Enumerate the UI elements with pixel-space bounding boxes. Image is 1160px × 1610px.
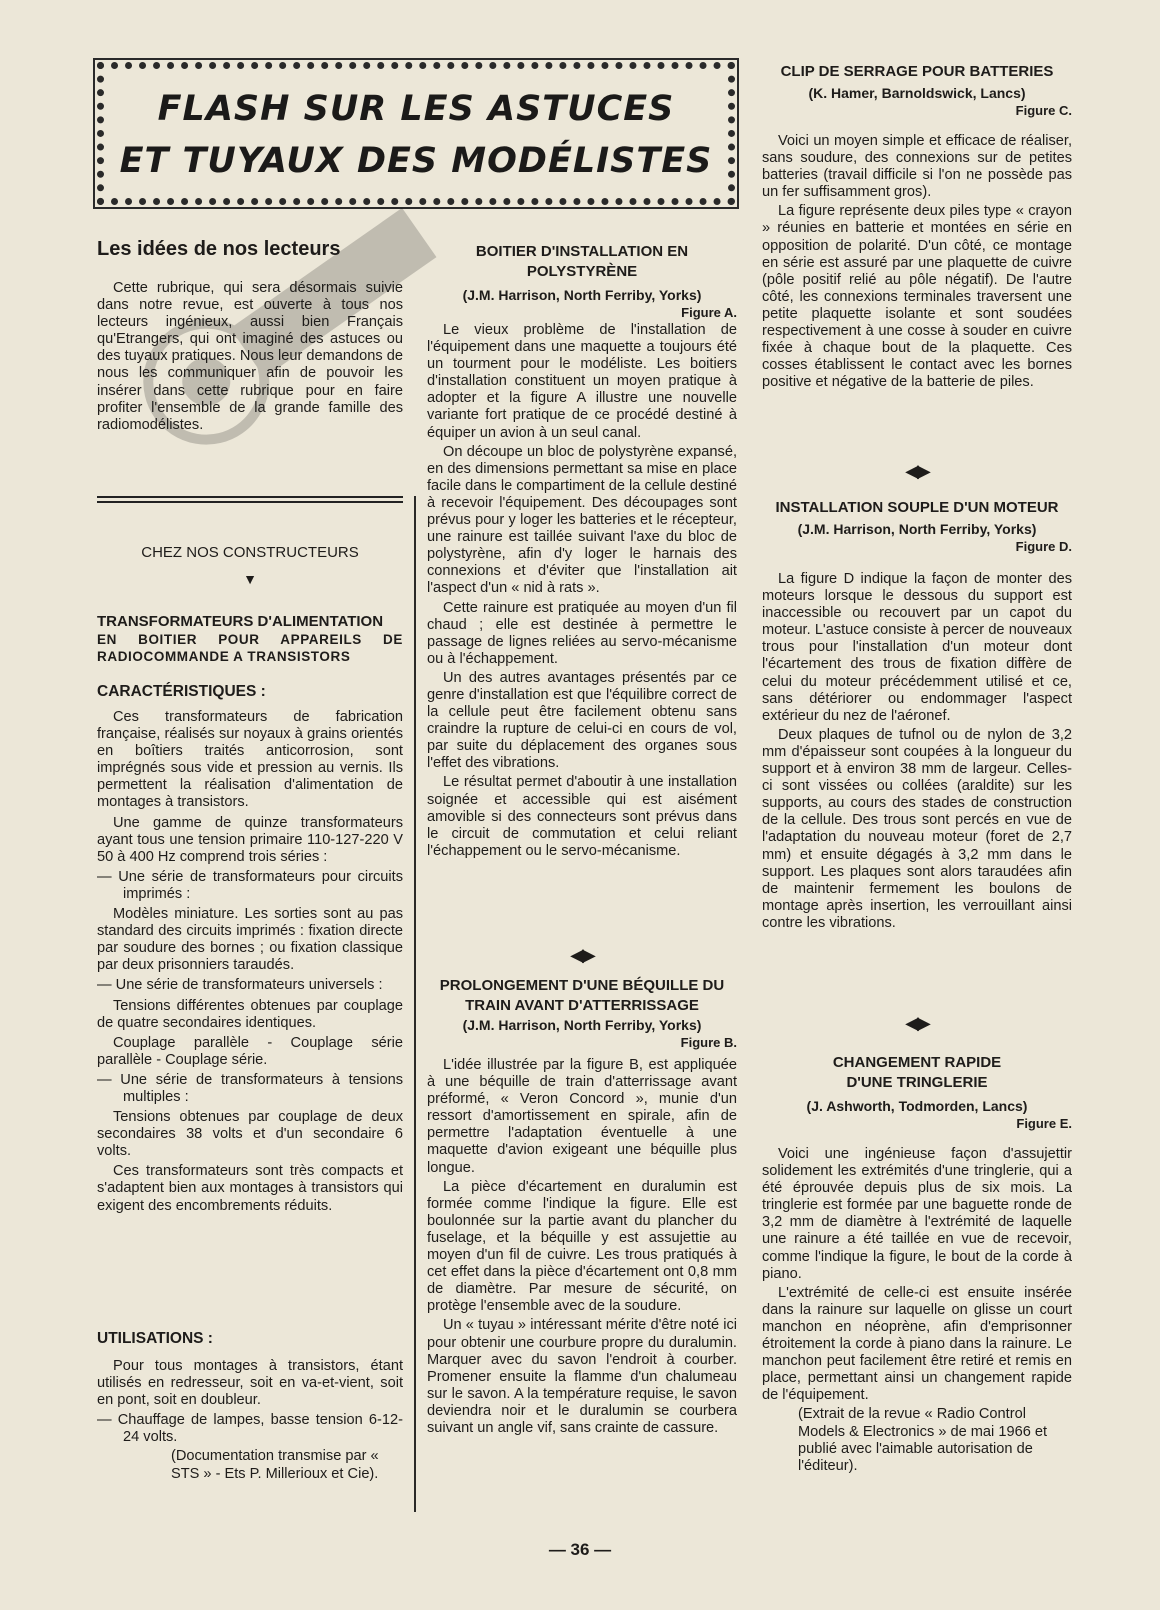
separator-arrows-icon: ◀▶ — [570, 945, 594, 965]
caracteristiques-heading: CARACTÉRISTIQUES : — [97, 683, 266, 700]
article-a-paragraph-3: Cette rainure est pratiquée au moyen d'un fil chaud ; elle est destinée à permettre le passage de lignes reliées au servo-mécanisme ou à l'échappement. — [427, 599, 737, 667]
article-d-figure: Figure D. — [1015, 539, 1072, 554]
article-d-title: INSTALLATION SOUPLE D'UN MOTEUR — [775, 499, 1059, 516]
article-c-author: (K. Hamer, Barnoldswick, Lancs) — [808, 85, 1026, 101]
car-paragraph-6: Tensions obtenues par couplage de deux secondaires 38 volts et d'un secondaire 6 volts. — [97, 1109, 403, 1160]
page-number: — 36 — — [548, 1540, 612, 1559]
down-arrow-icon: ▼ — [243, 571, 257, 587]
ideas-heading: Les idées de nos lecteurs — [97, 238, 341, 260]
util-documentation: (Documentation transmise par « STS » - Ets P. Millerioux et Cie). — [171, 1448, 379, 1482]
article-b-title: PROLONGEMENT D'UNE BÉQUILLE DU TRAIN AVANT D'ATTERRISSAGE — [439, 977, 725, 1014]
article-b-paragraph-2: La pièce d'écartement en duralumin est formée comme l'indique la figure. Elle est boulonnée sur la partie avant du plancher du fuselage, et la béquille y est assujettie au moyen d'un fil de cuivre. Les trous pratiqués à cet effet dans la pièce d'écartement ont 0,8 mm de diamètre. Par mesure de sécurité, on protège l'ensemble avec de la soudure. — [427, 1178, 737, 1315]
util-paragraph: Pour tous montages à transistors, étant utilisés en redresseur, soit en va-et-vient, soit en pont, soit en doubleur. — [97, 1358, 403, 1409]
article-e-author: (J. Ashworth, Todmorden, Lancs) — [806, 1098, 1028, 1114]
ideas-paragraph: Cette rubrique, qui sera désormais suivie dans notre revue, est ouverte à tous nos lecteurs ingénieux, aussi bien Français qu'Etrangers, qui ont imaginé des astuces ou des tuyaux pratiques. Nous leur demandons de nous les communiquer afin de pouvoir les insérer dans cette rubrique pour en faire profiter l'ensemble de la grande famille des radiomodélistes. — [97, 280, 403, 433]
article-a-paragraph-2: On découpe un bloc de polystyrène expansé, en des dimensions permettant sa mise en place facile dans le compartiment de la cellule destiné à recevoir l'équipement. Des découpages sont prévus pour y loger les batteries et le récepteur, une rainure est taillée suivant l'axe du bloc de polystyrène, afin d'y loger le harnais des connexions et d'éviter que l'installation ait l'aspect d'un « nid à rats ». — [427, 443, 737, 597]
transformer-subtitle: EN BOITIER POUR APPAREILS DE RADIOCOMMANDE A TRANSISTORS — [97, 632, 403, 664]
article-d-author: (J.M. Harrison, North Ferriby, Yorks) — [797, 521, 1037, 537]
car-paragraph-4: Tensions différentes obtenues par couplage de quatre secondaires identiques. — [97, 997, 403, 1031]
car-dash-1: — Une série de transformateurs pour circuits imprimés : — [97, 868, 403, 902]
car-paragraph-1: Ces transformateurs de fabrication française, réalisés sur noyaux à grains orientés en boîtiers traités anticorrosion, sont imprégnés sous vide et pression au vernis. Ils permettent la réalisation d'alimentation de montages à transistors. — [97, 709, 403, 811]
article-d-paragraph-2: Deux plaques de tufnol ou de nylon de 3,2 mm d'épaisseur sont coupées à la longueur du support et à environ 38 mm de largeur. Celles-ci sont vissées ou collées (araldite) sur les supports, au cours des stades de construction de la cellule. Des trous sont percés en vue de l'adaptation du nouveau moteur (foret de 2,7 mm) et ensuite dégagés à 3,2 mm dans le support. Les plaques sont alors taraudées afin de maintenir fermement les boulons de montage après insertion, les verrouillant ainsi contre les vibrations. — [762, 726, 1072, 931]
title-box — [97, 62, 735, 205]
util-dash: — Chauffage de lampes, basse tension 6-12-24 volts. — [97, 1412, 403, 1446]
transformer-title: TRANSFORMATEURS D'ALIMENTATION — [97, 613, 384, 630]
article-a-author: (J.M. Harrison, North Ferriby, Yorks) — [462, 287, 702, 303]
car-paragraph-7: Ces transformateurs sont très compacts et s'adaptent bien aux montages à transistors qui exigent des encombrements réduits. — [97, 1163, 403, 1214]
article-e-paragraph-2: L'extrémité de celle-ci est ensuite insérée dans la rainure sur laquelle on glisse un court manchon en néoprène, afin d'emprisonner étroitement la corde à piano dans la rainure. Le manchon peut facilement être retiré et remis en place, permettant ainsi un changement rapide de l'équipement. — [762, 1284, 1072, 1404]
article-e-extract: (Extrait de la revue « Radio Control Models & Electronics » de mai 1966 et publié avec l'aimable autorisation de l'éditeur). — [798, 1406, 1048, 1474]
article-a-figure: Figure A. — [681, 305, 737, 320]
article-d-paragraph-1: La figure D indique la façon de monter des moteurs lorsque le dessous du support est inaccessible ou recouvert par un capot du moteur. L'astuce consiste à percer de nouveaux trous pour l'installation d'un moteur dont l'écartement des trous de fixation diffère de celui du moteur précédemment utilisé et ce, sans détériorer ou endommager l'aspect extérieur du nez de l'aéronef. — [762, 571, 1072, 724]
article-c-figure: Figure C. — [1015, 103, 1072, 118]
article-a-paragraph-5: Le résultat permet d'aboutir à une installation soignée et accessible qui est aisément amovible si des connecteurs sont prévus dans le circuit de commutation et celui reliant l'échappement ou le servo-mécanisme. — [427, 774, 737, 859]
article-c-title: CLIP DE SERRAGE POUR BATTERIES — [780, 63, 1054, 80]
separator-arrows-icon: ◀▶ — [905, 1013, 929, 1033]
article-e-paragraph-1: Voici une ingénieuse façon d'assujettir solidement les extrémités d'une tringlerie, qui a été éprouvée depuis plus de six mois. La tringlerie est formée par une baguette ronde de 3,2 mm de diamètre à l'extrémité de laquelle une rainure a été taillée en vue de recevoir, comme l'indique la figure, le bout de la corde à piano. — [762, 1146, 1072, 1282]
article-a-paragraph-4: Un des autres avantages présentés par ce genre d'installation est que l'équilibre correct de la cellule peut être facilement obtenu sans craindre la rupture de celui-ci en cours de vol, par suite du déplacement des organes sous l'effet des vibrations. — [427, 669, 737, 772]
article-a-title: BOITIER D'INSTALLATION EN POLYSTYRÈNE — [475, 243, 689, 280]
utilisations-heading: UTILISATIONS : — [97, 1330, 213, 1347]
constructors-heading: CHEZ NOS CONSTRUCTEURS — [141, 544, 359, 561]
article-b-author: (J.M. Harrison, North Ferriby, Yorks) — [462, 1017, 702, 1033]
car-dash-2: — Une série de transformateurs universels : — [97, 977, 383, 994]
car-dash-3: — Une série de transformateurs à tensions multiples : — [97, 1071, 403, 1105]
article-b-paragraph-1: L'idée illustrée par la figure B, est appliquée à une béquille de train d'atterrissage avant préformé, « Veron Concord », munie d'un ressort d'amortissement en spirale, afin de permettre l'adaptation éventuelle à une maquette d'avion exigeant une béquille plus longue. — [427, 1057, 737, 1176]
title-line-1: FLASH SUR LES ASTUCES — [157, 89, 675, 129]
article-e-figure: Figure E. — [1016, 1116, 1072, 1131]
title-line-2: ET TUYAUX DES MODÉLISTES — [119, 141, 713, 181]
article-a-paragraph-1: Le vieux problème de l'installation de l'équipement dans une maquette a toujours été un tourment pour le modéliste. Les boitiers d'installation constituent un moyen pratique à adopter et la figure A illustre une nouvelle variante fort pratique de ce procédé destiné à équiper un avion à un seul canal. — [427, 322, 737, 441]
article-b-figure: Figure B. — [680, 1035, 737, 1050]
section-rule — [97, 496, 403, 503]
car-paragraph-5: Couplage parallèle - Couplage série parallèle - Couplage série. — [97, 1034, 403, 1068]
article-b-paragraph-3: Un « tuyau » intéressant mérite d'être noté ici pour obtenir une courbure propre du duralumin. Marquer avec du savon l'endroit à courber. Promener ensuite la flamme d'un chalumeau sur le savon. A la température requise, le savon deviendra noir et le duralumin se courbera suivant un angle vif, sans crainte de cassure. — [427, 1317, 737, 1436]
article-c-paragraph-1: Voici un moyen simple et efficace de réaliser, sans soudure, des connexions sur de petites batteries (travail difficile si l'on ne possède pas un fer suffisamment gros). — [762, 133, 1072, 201]
separator-arrows-icon: ◀▶ — [905, 461, 929, 481]
car-paragraph-3: Modèles miniature. Les sorties sont au pas standard des circuits imprimés : fixation directe par soudure des bornes ; ou fixation classique par deux prisonniers taraudés. — [97, 906, 403, 974]
column-divider — [414, 496, 416, 1512]
car-paragraph-2: Une gamme de quinze transformateurs ayant tous une tension primaire 110-127-220 V 50 à 400 Hz comprend trois séries : — [97, 814, 403, 865]
article-e-title: CHANGEMENT RAPIDE D'UNE TRINGLERIE — [832, 1054, 1002, 1091]
article-c-paragraph-2: La figure représente deux piles type « crayon » réunies en batterie et montées en série en opposition de polarité. D'un côté, ce montage en série est assuré par une plaquette de cuivre (pôle positif relié au pôle négatif). De l'autre côté, les connexions terminales traversent une petite plaquette isolante et sont soudées respectivement à une cosse à souder en cuivre fixée à chaque bout de la plaquette. Ces cosses établissent le contact avec les bornes positive et négative de la batterie de piles. — [762, 203, 1072, 391]
